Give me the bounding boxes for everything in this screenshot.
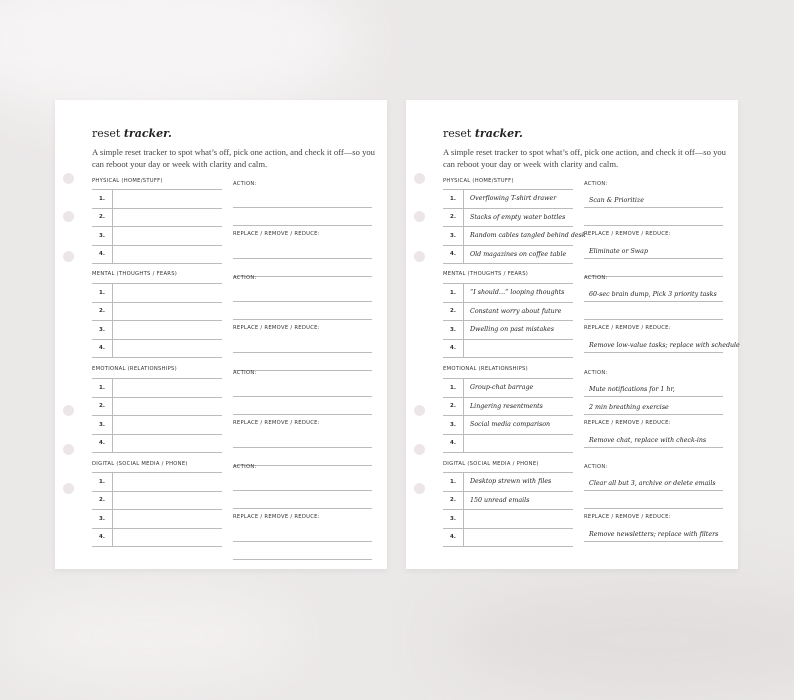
item-number: 1. (92, 379, 113, 397)
item-number: 1. (443, 190, 464, 208)
action-label: ACTION: (584, 464, 608, 470)
action-label: ACTION: (233, 464, 257, 470)
action-line[interactable] (584, 189, 723, 208)
item-list-emotional (443, 378, 573, 453)
action-line[interactable] (584, 378, 723, 397)
list-item[interactable] (92, 529, 222, 548)
replace-line[interactable] (584, 429, 723, 448)
replace-line[interactable] (233, 447, 372, 466)
item-text: Lingering resentments (470, 402, 543, 410)
page-title: reset tracker. (92, 127, 172, 140)
list-item[interactable] (92, 209, 222, 228)
action-label: ACTION: (233, 181, 257, 187)
section-label-mental: MENTAL (THOUGHTS / FEARS) (92, 271, 178, 277)
item-number: 2. (443, 303, 464, 321)
action-text: Mute notifications for 1 hr, (589, 385, 675, 393)
item-text: Stacks of empty water bottles (470, 213, 566, 221)
item-number: 1. (92, 284, 113, 302)
replace-line[interactable] (233, 258, 372, 277)
list-item[interactable] (92, 416, 222, 435)
list-item[interactable] (443, 379, 573, 398)
replace-text: Eliminate or Swap (589, 247, 648, 255)
list-item[interactable] (443, 340, 573, 359)
list-item[interactable] (443, 529, 573, 548)
list-item[interactable] (92, 321, 222, 340)
binder-hole (63, 211, 74, 222)
action-line[interactable] (584, 207, 723, 226)
item-text: Overflowing T-shirt drawer (470, 195, 557, 203)
replace-text: Remove low-value tasks; replace with schedule (589, 341, 740, 349)
replace-label: REPLACE / REMOVE / REDUCE: (233, 420, 320, 426)
item-text: Social media comparison (470, 421, 551, 429)
binder-hole (63, 444, 74, 455)
action-line[interactable] (233, 207, 372, 226)
item-list-digital (443, 472, 573, 547)
item-number: 3. (92, 510, 113, 528)
binder-hole (414, 405, 425, 416)
list-item[interactable] (443, 398, 573, 417)
list-item[interactable] (92, 303, 222, 322)
item-number: 1. (92, 473, 113, 491)
replace-line[interactable] (584, 240, 723, 259)
item-text: Dwelling on past mistakes (470, 326, 554, 334)
item-number: 3. (443, 416, 464, 434)
intro-text: A simple reset tracker to spot what’s off, pick one action, and check it off—so you can reboot your day or week with clarity and calm. (443, 147, 726, 169)
replace-line[interactable] (233, 334, 372, 353)
replace-label: REPLACE / REMOVE / REDUCE: (233, 514, 320, 520)
binder-hole (63, 173, 74, 184)
action-text: Scan & Prioritize (589, 196, 644, 204)
binder-hole (414, 211, 425, 222)
planner-page-blank (55, 100, 387, 569)
list-item[interactable] (92, 435, 222, 454)
list-item[interactable] (443, 190, 573, 209)
item-number: 1. (443, 379, 464, 397)
item-number: 3. (443, 321, 464, 339)
item-list-emotional (92, 378, 222, 453)
item-text: 150 unread emails (470, 496, 530, 504)
action-line[interactable] (233, 189, 372, 208)
list-item[interactable] (92, 227, 222, 246)
binder-hole (63, 405, 74, 416)
replace-line[interactable] (233, 352, 372, 371)
list-item[interactable] (92, 340, 222, 359)
section-label-physical: PHYSICAL (HOME/STUFF) (443, 178, 514, 184)
item-number: 1. (92, 190, 113, 208)
item-number: 4. (443, 529, 464, 547)
planner-page-filled (406, 100, 738, 569)
item-text: Random cables tangled behind desk (470, 232, 586, 240)
replace-text: Remove newsletters; replace with filters (589, 530, 719, 538)
action-line[interactable] (584, 283, 723, 302)
list-item[interactable] (92, 492, 222, 511)
item-number: 4. (443, 340, 464, 358)
item-number: 2. (92, 303, 113, 321)
replace-text: Remove chat, replace with check-ins (589, 436, 707, 444)
replace-label: REPLACE / REMOVE / REDUCE: (233, 325, 320, 331)
replace-line[interactable] (584, 523, 723, 542)
action-label: ACTION: (584, 181, 608, 187)
item-number: 3. (92, 321, 113, 339)
item-text: Constant worry about future (470, 307, 562, 315)
replace-label: REPLACE / REMOVE / REDUCE: (233, 231, 320, 237)
action-line[interactable] (233, 283, 372, 302)
list-item[interactable] (443, 492, 573, 511)
list-item[interactable] (443, 227, 586, 246)
list-item[interactable] (92, 473, 222, 492)
intro-text: A simple reset tracker to spot what’s off, pick one action, and check it off—so you can reboot your day or week with clarity and calm. (92, 147, 375, 169)
item-text: “I should…” looping thoughts (470, 289, 565, 297)
replace-line[interactable] (233, 240, 372, 259)
list-item[interactable] (443, 321, 573, 340)
replace-line[interactable] (233, 541, 372, 560)
replace-label: REPLACE / REMOVE / REDUCE: (584, 420, 671, 426)
action-label: ACTION: (233, 275, 257, 281)
binder-hole (414, 173, 425, 184)
action-label: ACTION: (584, 275, 608, 281)
list-item[interactable] (92, 398, 222, 417)
list-item[interactable] (92, 284, 222, 303)
item-number: 2. (443, 209, 464, 227)
item-number: 2. (443, 492, 464, 510)
binder-hole (414, 251, 425, 262)
action-line[interactable] (584, 490, 723, 509)
replace-label: REPLACE / REMOVE / REDUCE: (584, 231, 671, 237)
list-item[interactable] (92, 190, 222, 209)
item-number: 2. (92, 209, 113, 227)
section-label-physical: PHYSICAL (HOME/STUFF) (92, 178, 163, 184)
action-label: ACTION: (584, 370, 608, 376)
replace-line[interactable] (584, 334, 740, 353)
item-number: 4. (443, 246, 464, 264)
list-item[interactable] (92, 379, 222, 398)
binder-hole (414, 444, 425, 455)
list-item[interactable] (443, 435, 573, 454)
item-number: 1. (443, 284, 464, 302)
item-number: 3. (92, 227, 113, 245)
item-list-physical (92, 189, 222, 264)
item-number: 2. (92, 398, 113, 416)
section-label-emotional: EMOTIONAL (RELATIONSHIPS) (443, 366, 528, 372)
action-line[interactable] (233, 472, 372, 491)
action-line[interactable] (584, 472, 723, 491)
item-number: 2. (443, 398, 464, 416)
background-shadow (440, 580, 794, 700)
binder-hole (63, 483, 74, 494)
item-number: 3. (443, 227, 464, 245)
item-list-mental (443, 283, 573, 358)
page-title: reset tracker. (443, 127, 523, 140)
section-label-digital: DIGITAL (SOCIAL MEDIA / PHONE) (443, 461, 539, 467)
background-shadow (0, 590, 300, 680)
item-text: Old magazines on coffee table (470, 250, 567, 258)
action-line[interactable] (233, 490, 372, 509)
list-item[interactable] (92, 246, 222, 265)
item-number: 1. (443, 473, 464, 491)
list-item[interactable] (443, 209, 573, 228)
item-number: 4. (443, 435, 464, 453)
item-number: 2. (92, 492, 113, 510)
item-number: 4. (92, 529, 113, 547)
item-list-digital (92, 472, 222, 547)
item-number: 3. (443, 510, 464, 528)
replace-label: REPLACE / REMOVE / REDUCE: (584, 325, 671, 331)
list-item[interactable] (443, 416, 573, 435)
section-label-mental: MENTAL (THOUGHTS / FEARS) (443, 271, 529, 277)
item-number: 4. (92, 246, 113, 264)
binder-hole (414, 483, 425, 494)
replace-line[interactable] (584, 258, 723, 277)
item-list-mental (92, 283, 222, 358)
action-line[interactable] (584, 301, 723, 320)
list-item[interactable] (92, 510, 222, 529)
list-item[interactable] (443, 284, 573, 303)
action-line[interactable] (584, 396, 723, 415)
replace-line[interactable] (233, 523, 372, 542)
item-text: Desktop strewn with files (470, 478, 552, 486)
section-label-emotional: EMOTIONAL (RELATIONSHIPS) (92, 366, 177, 372)
section-label-digital: DIGITAL (SOCIAL MEDIA / PHONE) (92, 461, 188, 467)
action-line[interactable] (233, 396, 372, 415)
action-text: 2 min breathing exercise (589, 403, 669, 411)
item-number: 4. (92, 340, 113, 358)
action-text: 60-sec brain dump, Pick 3 priority tasks (589, 290, 717, 298)
replace-label: REPLACE / REMOVE / REDUCE: (584, 514, 671, 520)
binder-hole (63, 251, 74, 262)
list-item[interactable] (443, 303, 573, 322)
replace-line[interactable] (233, 429, 372, 448)
action-label: ACTION: (233, 370, 257, 376)
list-item[interactable] (443, 473, 573, 492)
action-text: Clear all but 3, archive or delete emails (589, 479, 716, 487)
item-list-physical (443, 189, 586, 264)
item-number: 3. (92, 416, 113, 434)
item-number: 4. (92, 435, 113, 453)
item-text: Group-chat barrage (470, 384, 534, 392)
action-line[interactable] (233, 378, 372, 397)
action-line[interactable] (233, 301, 372, 320)
list-item[interactable] (443, 510, 573, 529)
list-item[interactable] (443, 246, 573, 265)
